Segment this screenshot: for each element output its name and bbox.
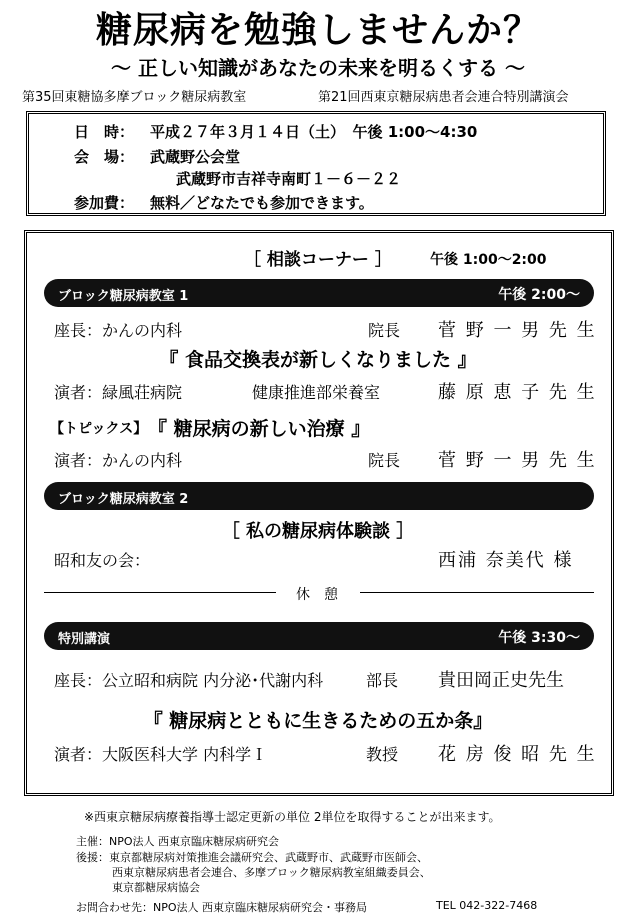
fee-value: 無料／どなたでも参加できます。: [150, 194, 374, 212]
support-line-3: 東京都糖尿病協会: [112, 881, 200, 894]
speaker2-label: 演者：かんの内科: [54, 451, 183, 470]
organizer: 主催：NPO法人 西東京臨床糖尿病研究会: [76, 835, 280, 848]
special-header-bar: [44, 622, 594, 650]
topics-tag: 【トピックス】: [50, 421, 148, 437]
contact-line: お問合わせ先：NPO法人 西東京臨床糖尿病研究会・事務局: [76, 901, 368, 914]
event-name-right: 第21回西東京糖尿病患者会連合特別講演会: [318, 90, 569, 105]
special-header: 特別講演: [58, 632, 111, 647]
session2-header: ブロック糖尿病教室 2: [58, 492, 189, 507]
speaker2-role: 院長: [368, 451, 401, 470]
session1-chair-label: 座長：かんの内科: [54, 321, 183, 340]
venue-label: 会 場：: [74, 148, 135, 166]
session1-header-bar: [44, 279, 594, 307]
date-label: 日 時：: [74, 123, 135, 141]
session1-chair-role: 院長: [368, 321, 401, 340]
special-chair-role: 部長: [366, 671, 399, 690]
consult-label: ［ 相談コーナー ］: [244, 250, 392, 270]
topics-title: 『 糖尿病の新しい治療 』: [148, 418, 371, 440]
venue-address: 武蔵野市吉祥寺南町１－６－２２: [176, 170, 402, 188]
speaker2-name: 菅 野 一 男 先 生: [438, 450, 597, 471]
special-speaker-name: 花 房 俊 昭 先 生: [438, 744, 597, 765]
speaker1-name: 藤 原 恵 子 先 生: [438, 382, 597, 403]
lecture1-title: 『 食品交換表が新しくなりました 』: [159, 349, 477, 371]
date-value: 平成２７年３月１４日（土） 午後 1:00～4:30: [150, 123, 478, 141]
break-divider-left: [44, 592, 276, 593]
session1-chair-name: 菅 野 一 男 先 生: [438, 320, 597, 341]
session2-header-bar: [44, 482, 594, 510]
session1-header: ブロック糖尿病教室 1: [58, 289, 189, 304]
credit-note: ※西東京糖尿病療養指導士認定更新の単位 2単位を取得することが出来ます。: [84, 810, 501, 824]
venue-value: 武蔵野公会堂: [150, 148, 241, 166]
page-subtitle: ～ 正しい知識があなたの未来を明るくする ～: [111, 56, 525, 80]
support-line-1: 後援：東京都糖尿病対策推進会議研究会、武蔵野市、武蔵野市医師会、: [76, 851, 428, 864]
special-speaker-role: 教授: [366, 745, 399, 764]
break-divider-right: [360, 592, 594, 593]
break-label: 休 憩: [296, 587, 338, 603]
session1-time: 午後 2:00～: [498, 287, 580, 303]
event-name-left: 第35回東糖協多摩ブロック糖尿病教室: [22, 90, 247, 105]
support-line-2: 西東京糖尿病患者会連合、多摩ブロック糖尿病教室組織委員会、: [112, 866, 431, 879]
special-chair-label: 座長：公立昭和病院 内分泌･代謝内科: [54, 671, 324, 690]
session2-speaker-name: 西浦 奈美代 様: [438, 550, 574, 571]
fee-label: 参加費：: [74, 194, 135, 212]
consult-time: 午後 1:00～2:00: [430, 252, 547, 268]
special-title: 『 糖尿病とともに生きるための五か条』: [143, 710, 493, 732]
special-speaker-label: 演者：大阪医科大学 内科学Ｉ: [54, 745, 268, 764]
speaker1-label: 演者：緑風荘病院: [54, 383, 183, 402]
special-time: 午後 3:30～: [498, 630, 580, 646]
contact-tel: TEL 042-322-7468: [436, 899, 538, 912]
session2-title: ［ 私の糖尿病体験談 ］: [221, 521, 415, 542]
speaker1-dept: 健康推進部栄養室: [252, 383, 381, 402]
special-chair-name: 貴田岡正史先生: [438, 670, 564, 691]
session2-speaker-label: 昭和友の会：: [54, 551, 151, 570]
page-title: 糖尿病を勉強しませんか？: [95, 10, 540, 51]
